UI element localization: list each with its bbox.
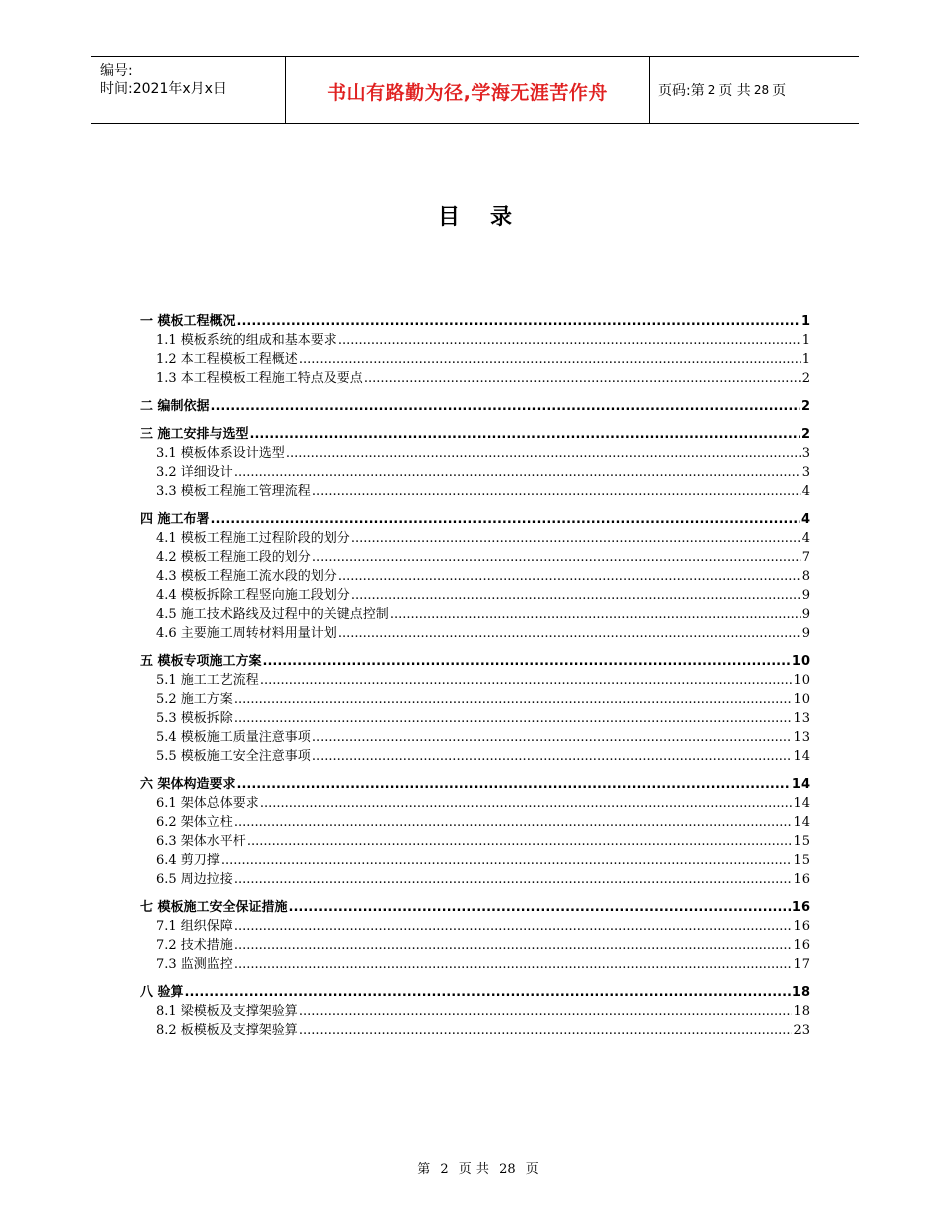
toc-entry-page: 23 xyxy=(793,1023,810,1038)
toc-chapter-entry[interactable] xyxy=(140,775,810,794)
toc-entry-label: 二 编制依据 xyxy=(140,399,210,414)
toc-entry-page: 8 xyxy=(801,569,810,584)
toc-entry-label: 5.5 模板施工安全注意事项 xyxy=(156,749,311,764)
toc-chapter-entry[interactable] xyxy=(140,983,810,1002)
toc-entry-label: 八 验算 xyxy=(140,985,184,1000)
toc-entry-label: 7.1 组织保障 xyxy=(156,919,233,934)
toc-leader-dots xyxy=(338,567,801,586)
header-page-code xyxy=(650,57,859,123)
toc-leader-dots xyxy=(234,463,801,482)
toc-leader-dots xyxy=(234,813,793,832)
toc-entry-page: 1 xyxy=(801,333,810,348)
page-code-current: 2 xyxy=(707,83,716,97)
toc-leader-dots xyxy=(299,1021,793,1040)
toc-entry-page: 10 xyxy=(793,673,810,688)
footer-mid: 页 共 xyxy=(458,1162,489,1177)
toc-entry-label: 3.1 模板体系设计选型 xyxy=(156,446,285,461)
toc-entry-label: 四 施工布署 xyxy=(140,512,210,527)
toc-leader-dots xyxy=(299,1002,793,1021)
toc-leader-dots xyxy=(312,747,793,766)
toc-spacer xyxy=(140,388,810,397)
toc-entry-label: 一 模板工程概况 xyxy=(140,314,236,329)
toc-section-entry[interactable] xyxy=(140,605,810,624)
toc-entry-page: 9 xyxy=(801,626,810,641)
toc-entry-page: 1 xyxy=(800,314,810,329)
toc-entry-page: 18 xyxy=(791,985,810,1000)
toc-section-entry[interactable] xyxy=(140,567,810,586)
toc-chapter-entry[interactable] xyxy=(140,652,810,671)
toc-entry-label: 1.3 本工程模板工程施工特点及要点 xyxy=(156,371,363,386)
toc-section-entry[interactable] xyxy=(140,624,810,643)
toc-entry-page: 3 xyxy=(801,446,810,461)
toc-section-entry[interactable] xyxy=(140,813,810,832)
toc-spacer xyxy=(140,501,810,510)
toc-entry-page: 10 xyxy=(791,654,810,669)
motto-text: 书山有路勤为径,学海无涯苦作舟 xyxy=(327,82,608,104)
toc-entry-label: 6.4 剪刀撑 xyxy=(156,853,220,868)
toc-leader-dots xyxy=(234,917,793,936)
toc-chapter-entry[interactable] xyxy=(140,425,810,444)
toc-leader-dots xyxy=(351,529,801,548)
toc-section-entry[interactable] xyxy=(140,936,810,955)
toc-entry-page: 9 xyxy=(801,588,810,603)
toc-entry-page: 4 xyxy=(801,531,810,546)
toc-leader-dots xyxy=(351,586,801,605)
toc-entry-label: 3.3 模板工程施工管理流程 xyxy=(156,484,311,499)
toc-chapter-entry[interactable] xyxy=(140,397,810,416)
toc-section-entry[interactable] xyxy=(140,331,810,350)
toc-leader-dots xyxy=(260,671,793,690)
document-header xyxy=(91,56,859,124)
toc-spacer xyxy=(140,889,810,898)
page-code-mid: 页 共 xyxy=(718,83,751,99)
toc-entry-page: 9 xyxy=(801,607,810,622)
toc-leader-dots xyxy=(312,548,801,567)
toc-section-entry[interactable] xyxy=(140,870,810,889)
toc-leader-dots xyxy=(234,709,793,728)
toc-section-entry[interactable] xyxy=(140,709,810,728)
toc-spacer xyxy=(140,766,810,775)
toc-entry-label: 3.2 详细设计 xyxy=(156,465,233,480)
toc-entry-label: 4.5 施工技术路线及过程中的关键点控制 xyxy=(156,607,389,622)
toc-entry-page: 14 xyxy=(793,796,810,811)
toc-entry-page: 18 xyxy=(793,1004,810,1019)
toc-leader-dots xyxy=(286,444,801,463)
time-label: 时间:2021年x月x日 xyxy=(100,81,227,97)
toc-entry-label: 5.1 施工工艺流程 xyxy=(156,673,259,688)
toc-entry-label: 4.4 模板拆除工程竖向施工段划分 xyxy=(156,588,350,603)
footer-total-pages: 28 xyxy=(499,1162,516,1177)
toc-entry-page: 2 xyxy=(800,399,810,414)
toc-entry-label: 6.2 架体立柱 xyxy=(156,815,233,830)
toc-section-entry[interactable] xyxy=(140,586,810,605)
toc-entry-label: 4.6 主要施工周转材料用量计划 xyxy=(156,626,337,641)
toc-spacer xyxy=(140,416,810,425)
toc-leader-dots xyxy=(211,510,800,529)
toc-entry-page: 10 xyxy=(793,692,810,707)
toc-section-entry[interactable] xyxy=(140,955,810,974)
code-label: 编号: xyxy=(100,63,133,79)
toc-entry-page: 4 xyxy=(800,512,810,527)
toc-entry-page: 4 xyxy=(801,484,810,499)
toc-entry-label: 七 模板施工安全保证措施 xyxy=(140,900,288,915)
toc-section-entry[interactable] xyxy=(140,832,810,851)
toc-entry-label: 6.1 架体总体要求 xyxy=(156,796,259,811)
toc-section-entry[interactable] xyxy=(140,851,810,870)
page-code-suffix: 页 xyxy=(772,83,787,99)
toc-section-entry[interactable] xyxy=(140,690,810,709)
toc-entry-label: 1.1 模板系统的组成和基本要求 xyxy=(156,333,337,348)
toc-leader-dots xyxy=(260,794,793,813)
toc-entry-page: 2 xyxy=(800,427,810,442)
toc-leader-dots xyxy=(263,652,791,671)
toc-leader-dots xyxy=(221,851,793,870)
toc-entry-page: 17 xyxy=(793,957,810,972)
toc-entry-label: 4.3 模板工程施工流水段的划分 xyxy=(156,569,337,584)
toc-section-entry[interactable] xyxy=(140,548,810,567)
toc-leader-dots xyxy=(289,898,791,917)
toc-entry-page: 15 xyxy=(793,853,810,868)
header-motto-cell xyxy=(286,57,650,123)
toc-entry-page: 3 xyxy=(801,465,810,480)
toc-leader-dots xyxy=(234,936,793,955)
toc-section-entry[interactable] xyxy=(140,529,810,548)
toc-entry-label: 5.2 施工方案 xyxy=(156,692,233,707)
toc-leader-dots xyxy=(250,425,800,444)
header-meta xyxy=(91,57,286,123)
toc-leader-dots xyxy=(364,369,801,388)
toc-leader-dots xyxy=(234,870,793,889)
toc-entry-label: 8.1 梁模板及支撑架验算 xyxy=(156,1004,298,1019)
toc-entry-page: 14 xyxy=(793,749,810,764)
toc-leader-dots xyxy=(234,955,793,974)
toc-entry-page: 1 xyxy=(801,352,810,367)
footer-prefix: 第 xyxy=(417,1162,431,1177)
toc-leader-dots xyxy=(185,983,791,1002)
footer-current-page: 2 xyxy=(440,1162,449,1177)
toc-entry-page: 7 xyxy=(801,550,810,565)
toc-entry-label: 7.3 监测监控 xyxy=(156,957,233,972)
toc-entry-label: 5.3 模板拆除 xyxy=(156,711,233,726)
toc-leader-dots xyxy=(211,397,800,416)
toc-section-entry[interactable] xyxy=(140,671,810,690)
toc-section-entry[interactable] xyxy=(140,794,810,813)
toc-chapter-entry[interactable] xyxy=(140,898,810,917)
toc-entry-label: 6.3 架体水平杆 xyxy=(156,834,246,849)
toc-section-entry[interactable] xyxy=(140,463,810,482)
toc-entry-page: 14 xyxy=(793,815,810,830)
toc-leader-dots xyxy=(247,832,793,851)
toc-entry-label: 4.1 模板工程施工过程阶段的划分 xyxy=(156,531,350,546)
toc-section-entry[interactable] xyxy=(140,1002,810,1021)
toc-title: 目录 xyxy=(437,205,542,230)
toc-entry-label: 6.5 周边拉接 xyxy=(156,872,233,887)
toc-spacer xyxy=(140,974,810,983)
toc-entry-label: 三 施工安排与选型 xyxy=(140,427,249,442)
toc-entry-page: 16 xyxy=(791,900,810,915)
toc-section-entry[interactable] xyxy=(140,482,810,501)
toc-entry-label: 1.2 本工程模板工程概述 xyxy=(156,352,298,367)
toc-entry-page: 16 xyxy=(793,872,810,887)
toc-entry-page: 13 xyxy=(793,711,810,726)
toc-section-entry[interactable] xyxy=(140,350,810,369)
toc-entry-page: 14 xyxy=(791,777,810,792)
toc-entry-page: 16 xyxy=(793,919,810,934)
toc-entry-label: 8.2 板模板及支撑架验算 xyxy=(156,1023,298,1038)
table-of-contents xyxy=(140,312,810,1040)
toc-leader-dots xyxy=(237,312,800,331)
toc-leader-dots xyxy=(338,624,801,643)
toc-entry-label: 7.2 技术措施 xyxy=(156,938,233,953)
toc-leader-dots xyxy=(237,775,791,794)
toc-leader-dots xyxy=(299,350,801,369)
toc-section-entry[interactable] xyxy=(140,444,810,463)
toc-leader-dots xyxy=(234,690,793,709)
toc-chapter-entry[interactable] xyxy=(140,510,810,529)
toc-entry-label: 五 模板专项施工方案 xyxy=(140,654,262,669)
toc-entry-label: 5.4 模板施工质量注意事项 xyxy=(156,730,311,745)
toc-section-entry[interactable] xyxy=(140,917,810,936)
toc-leader-dots xyxy=(312,482,801,501)
toc-leader-dots xyxy=(312,728,793,747)
toc-spacer xyxy=(140,643,810,652)
page-footer xyxy=(0,1158,950,1177)
page-code-total: 28 xyxy=(753,83,770,97)
toc-entry-page: 16 xyxy=(793,938,810,953)
toc-leader-dots xyxy=(338,331,801,350)
toc-leader-dots xyxy=(390,605,801,624)
toc-chapter-entry[interactable] xyxy=(140,312,810,331)
toc-section-entry[interactable] xyxy=(140,369,810,388)
toc-section-entry[interactable] xyxy=(140,1021,810,1040)
toc-entry-label: 4.2 模板工程施工段的划分 xyxy=(156,550,311,565)
footer-suffix: 页 xyxy=(525,1162,539,1177)
toc-section-entry[interactable] xyxy=(140,747,810,766)
toc-entry-label: 六 架体构造要求 xyxy=(140,777,236,792)
toc-entry-page: 2 xyxy=(801,371,810,386)
page-code-prefix: 页码:第 xyxy=(658,83,705,99)
toc-entry-page: 15 xyxy=(793,834,810,849)
toc-entry-page: 13 xyxy=(793,730,810,745)
toc-section-entry[interactable] xyxy=(140,728,810,747)
